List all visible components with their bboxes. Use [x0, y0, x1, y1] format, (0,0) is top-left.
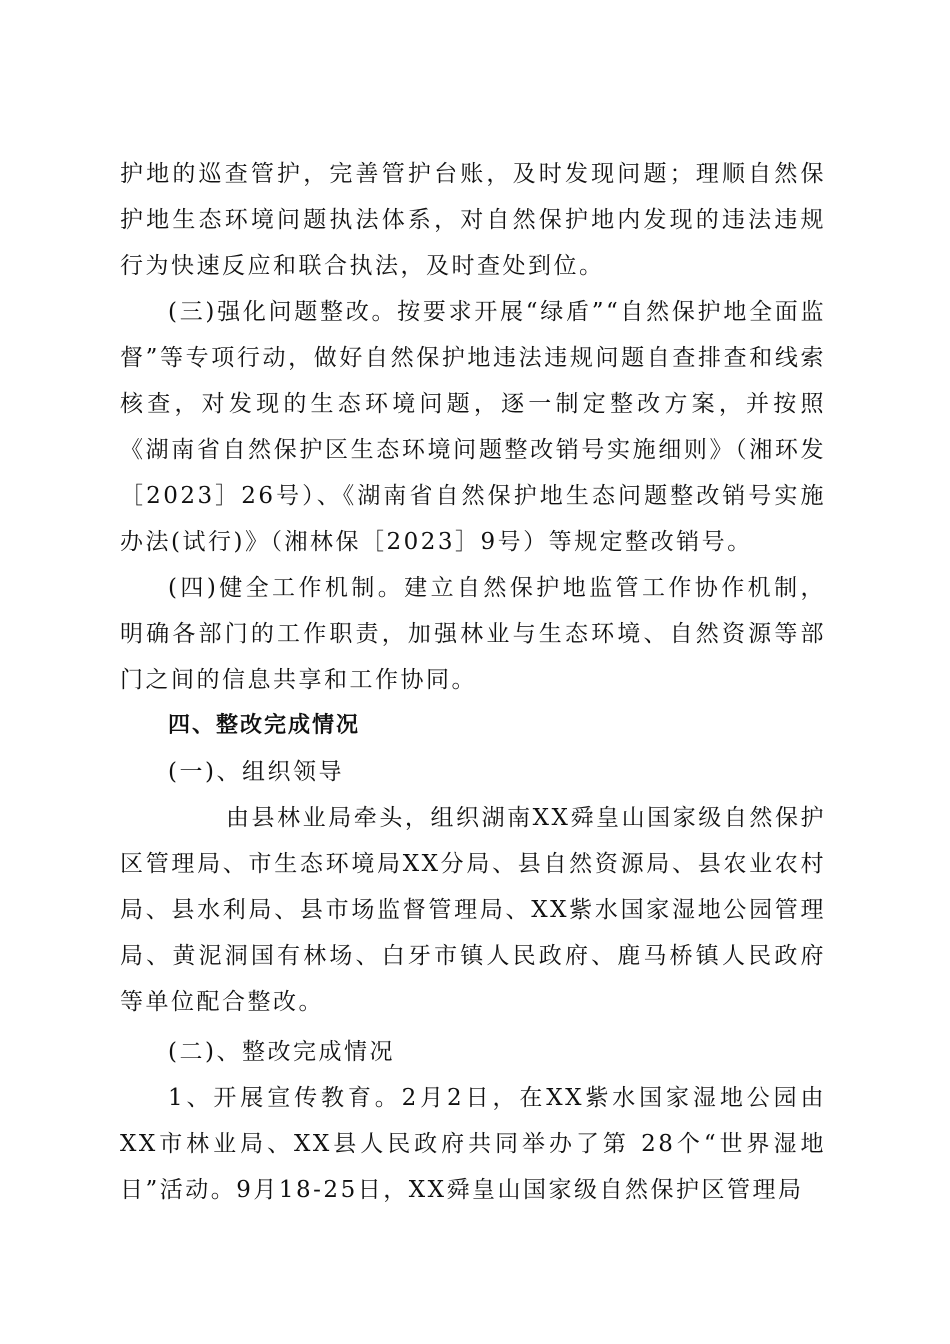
paragraph-work-mechanism: (四)健全工作机制。建立自然保护地监管工作协作机制，明确各部门的工作职责，加强林业与生态环境、自然资源等部门之间的信息共享和工作协同。: [120, 575, 826, 693]
paragraph-patrol-enforcement: 护地的巡查管护，完善管护台账，及时发现问题；理顺自然保护地生态环境问题执法体系，对自然保护地内发现的违法违规行为快速反应和联合执法，及时查处到位。: [120, 161, 826, 279]
paragraph-problem-rectification: (三)强化问题整改。按要求开展“绿盾”“自然保护地全面监督”等专项行动，做好自然保护地违法违规问题自查排查和线索核查，对发现的生态环境问题，逐一制定整改方案，并按照《湖南省自然保护区生态环境问题整改销号实施细则》（湘环发［2023］26号）、《湖南省自然保护地生态问题整改销号实施办法(试行)》（湘林保［2023］9号）等规定整改销号。: [120, 299, 826, 555]
subheading-organization: (一)、组织领导: [168, 759, 344, 785]
paragraph-publicity-education: 1、开展宣传教育。2月2日，在XX紫水国家湿地公园由XX市林业局、XX县人民政府共同举办了第 28个“世界湿地日”活动。9月18-25日，XX舜皇山国家级自然保护区管理局: [120, 1085, 826, 1203]
subheading-completion-status: (二)、整改完成情况: [168, 1039, 395, 1065]
document-body: [120, 151, 826, 1213]
paragraph-organization-detail: 由县林业局牵头，组织湖南XX舜皇山国家级自然保护区管理局、市生态环境局XX分局、县自然资源局、县农业农村局、县水利局、县市场监督管理局、XX紫水国家湿地公园管理局、黄泥洞国有林场、白牙市镇人民政府、鹿马桥镇人民政府等单位配合整改。: [120, 805, 826, 1015]
section-heading-completion: 四、整改完成情况: [168, 713, 361, 738]
